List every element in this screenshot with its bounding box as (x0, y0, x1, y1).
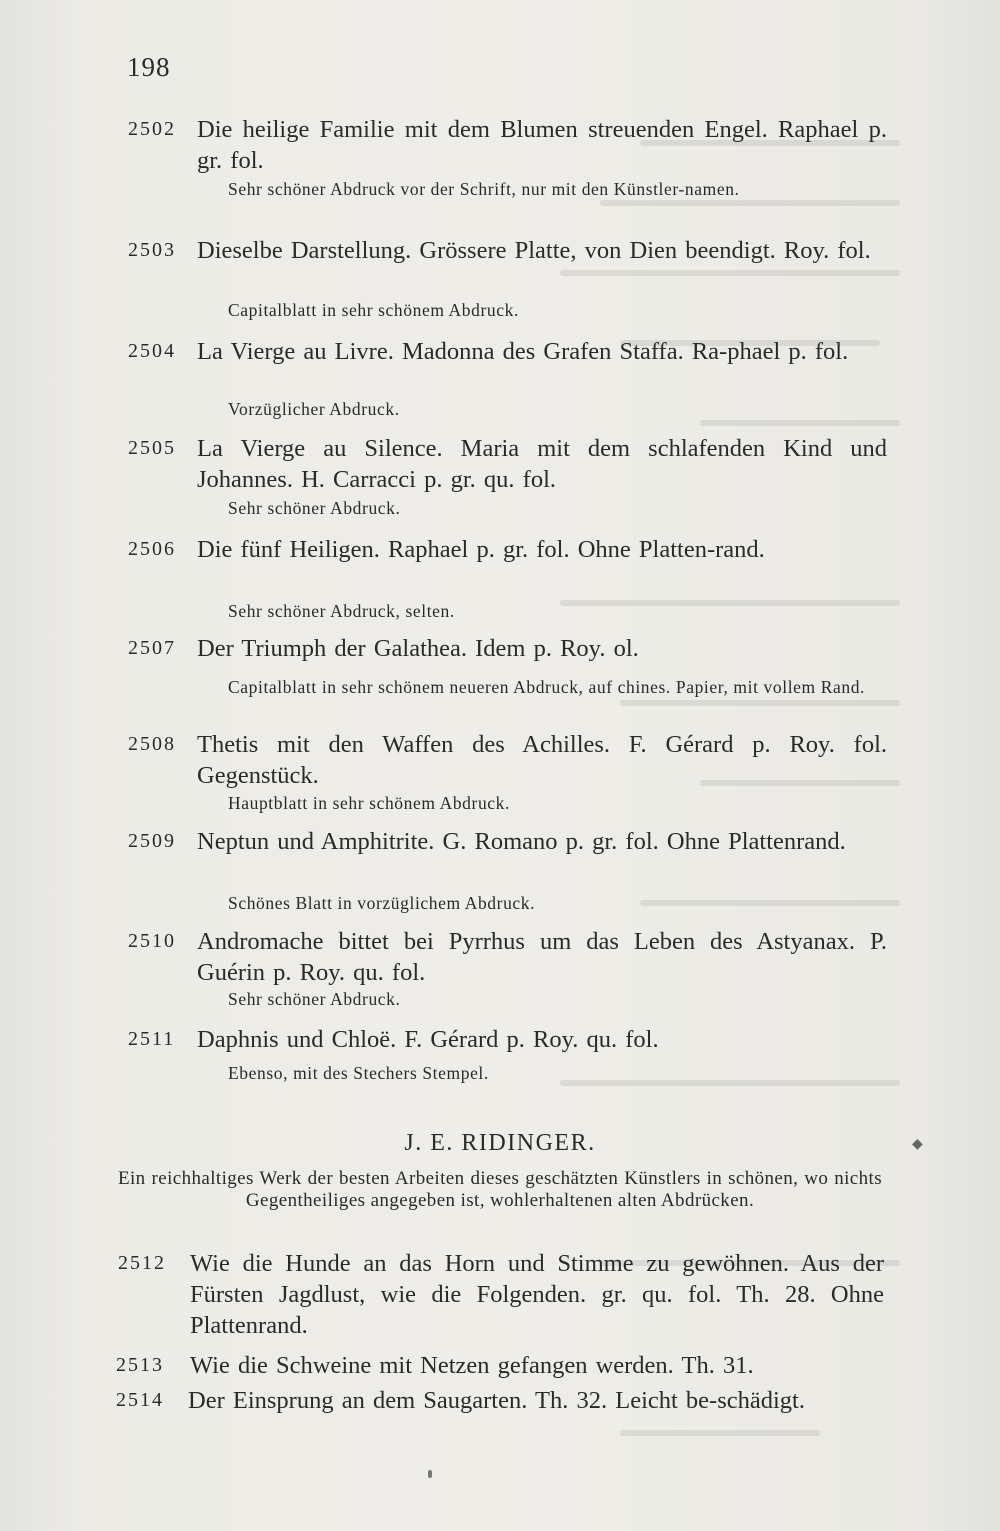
entry-note: Sehr schöner Abdruck. (228, 989, 401, 1009)
entry-number: 2510 (128, 930, 176, 952)
entry-note: Sehr schöner Abdruck vor der Schrift, nur mit den Künstler-namen. (228, 179, 740, 199)
entry-title: Die heilige Familie mit dem Blumen streuenden Engel. Raphael p. gr. fol. (197, 116, 887, 174)
entry-number: 2505 (128, 437, 176, 459)
entry-title: Daphnis und Chloë. F. Gérard p. Roy. qu. fol. (197, 1026, 659, 1053)
entry-note: Ebenso, mit des Stechers Stempel. (228, 1063, 489, 1083)
entry-note: Sehr schöner Abdruck. (228, 498, 401, 518)
entry-number: 2513 (116, 1354, 164, 1376)
entry-note: Schönes Blatt in vorzüglichem Abdruck. (228, 893, 536, 913)
entry-number: 2506 (128, 538, 176, 560)
entry-number: 2507 (128, 637, 176, 659)
entry-note: Vorzüglicher Abdruck. (228, 399, 400, 419)
entry-note: Sehr schöner Abdruck, selten. (228, 601, 455, 621)
entry-title: Der Triumph der Galathea. Idem p. Roy. ol. (197, 635, 639, 662)
section-intro: Ein reichhaltiges Werk der besten Arbeiten dieses geschätzten Künstlers in schönen, wo nichts Gegentheiliges angegeben ist, wohlerhaltenen alten Abdrücken. (118, 1168, 882, 1211)
entry-number: 2504 (128, 340, 176, 362)
entry-note: Capitalblatt in sehr schönem neueren Abdruck, auf chines. Papier, mit vollem Rand. (228, 677, 866, 697)
entry-number: 2502 (128, 118, 176, 140)
entry-title: Wie die Schweine mit Netzen gefangen werden. Th. 31. (190, 1352, 754, 1379)
entry-note: Hauptblatt in sehr schönem Abdruck. (228, 793, 510, 813)
entry-title: Thetis mit den Waffen des Achilles. F. Gérard p. Roy. fol. Gegenstück. (197, 731, 887, 789)
entry-title: La Vierge au Livre. Madonna des Grafen Staffa. Ra-phael p. fol. (197, 338, 849, 365)
entry-title: Die fünf Heiligen. Raphael p. gr. fol. Ohne Platten-rand. (197, 536, 765, 563)
entry-number: 2503 (128, 239, 176, 261)
entry-title: Wie die Hunde an das Horn und Stimme zu gewöhnen. Aus der Fürsten Jagdlust, wie die Folgenden. gr. qu. fol. Th. 28. Ohne Plattenrand. (190, 1250, 884, 1339)
entry-number: 2511 (128, 1028, 176, 1050)
print-speck (428, 1470, 432, 1478)
entry-title: Andromache bittet bei Pyrrhus um das Leben des Astyanax. P. Guérin p. Roy. qu. fol. (197, 928, 887, 986)
entry-number: 2512 (118, 1252, 166, 1274)
printer-mark-icon: ◆ (912, 1137, 923, 1152)
entry-number: 2508 (128, 733, 176, 755)
entry-title: Neptun und Amphitrite. G. Romano p. gr. fol. Ohne Plattenrand. (197, 828, 846, 855)
entry-title: La Vierge au Silence. Maria mit dem schlafenden Kind und Johannes. H. Carracci p. gr. qu. fol. (197, 435, 887, 493)
entry-number: 2514 (116, 1389, 164, 1411)
page-number: 198 (127, 52, 171, 82)
entry-title: Der Einsprung an dem Saugarten. Th. 32. Leicht be-schädigt. (188, 1387, 805, 1414)
entry-title: Dieselbe Darstellung. Grössere Platte, von Dien beendigt. Roy. fol. (197, 237, 871, 264)
entry-note: Capitalblatt in sehr schönem Abdruck. (228, 300, 519, 320)
section-heading: J. E. RIDINGER. (404, 1130, 596, 1156)
entry-number: 2509 (128, 830, 176, 852)
